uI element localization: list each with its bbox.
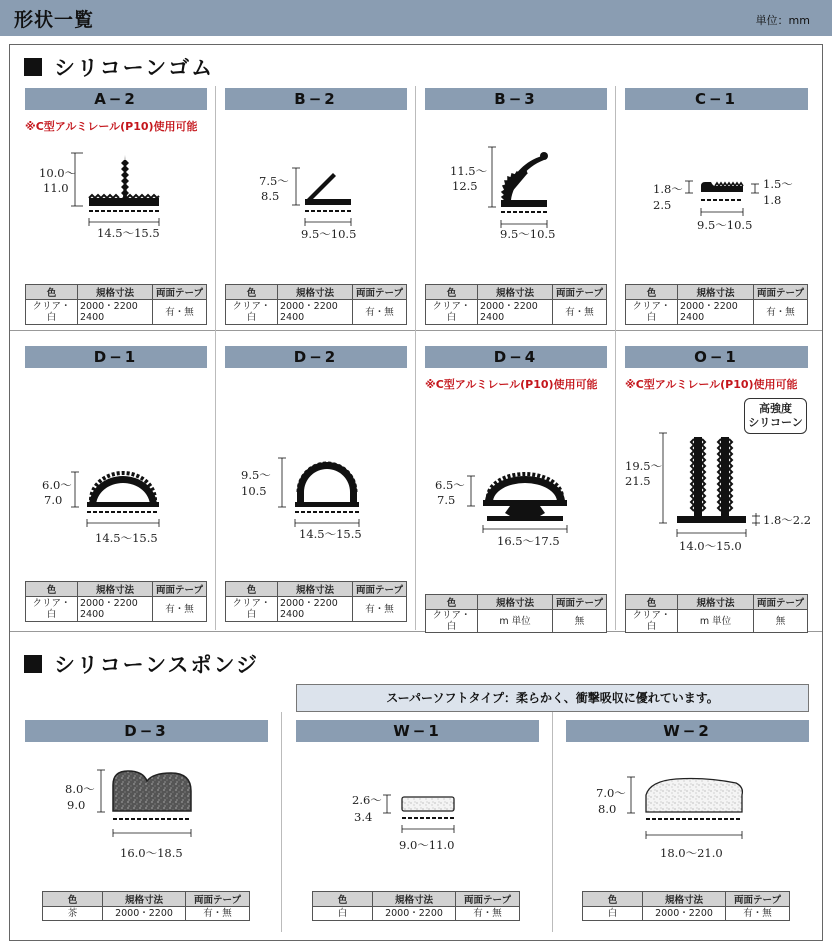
th-size: 規格寸法 [643,892,726,907]
th-color: 色 [26,582,78,597]
product-code: W−1 [296,720,539,742]
height-label: 3.4 [354,810,373,824]
height-label: 6.5～ [435,478,465,492]
cell-size: 2000・2200 [480,301,538,312]
profile-shape [402,797,454,818]
spec-table [312,891,520,921]
height-label: 11.0 [43,181,69,195]
col-divider [552,712,553,932]
product-code: B−3 [425,88,607,110]
th-tape: 両面テープ [456,892,520,907]
spec-table [25,581,207,622]
width-label: 9.5～10.5 [301,227,357,241]
profile-d4 [425,440,607,560]
col-divider [281,712,282,932]
th-tape: 両面テープ [153,285,207,300]
cell-size: m 単位 [678,610,754,633]
section-title-rubber: シリコーンゴム [24,52,214,82]
height-label: 11.5～ [450,164,488,178]
height-label: 2.5 [653,198,672,212]
cell-size: 2000・2200 [680,301,738,312]
cell-color: クリア・白 [26,597,78,622]
th-size: 規格寸法 [278,582,353,597]
cell-color: クリア・白 [426,610,478,633]
height-label-2: 1.5～ [763,177,793,191]
section-title-sponge: シリコーンスポンジ [24,649,259,679]
height-label-2: 1.8 [763,193,782,207]
th-color: 色 [43,892,103,907]
col-divider [615,86,616,630]
cell-color: クリア・白 [226,300,278,325]
th-tape: 両面テープ [553,595,607,610]
product-code: C−1 [625,88,808,110]
th-color: 色 [26,285,78,300]
th-size: 規格寸法 [78,582,153,597]
product-code: D−4 [425,346,607,368]
product-code: O−1 [625,346,808,368]
spec-table [42,891,250,921]
page-title: 形状一覧 [14,9,95,31]
rail-note: ※C型アルミレール(P10)使用可能 [625,378,798,391]
height-label: 7.0～ [596,786,626,800]
spec-table [25,284,207,325]
profile-w1 [296,765,539,870]
cell-tape: 有・無 [553,300,607,325]
spec-table [225,581,407,622]
cell-size: 2400 [480,312,505,323]
spec-table [425,284,607,325]
width-label: 14.5～15.5 [95,531,158,545]
th-color: 色 [426,595,478,610]
th-color: 色 [226,285,278,300]
profile-o1 [625,425,812,560]
base-height-label: 1.8～2.2 [763,513,812,527]
profile-shape [295,462,359,512]
height-label: 7.0 [44,493,63,507]
th-color: 色 [583,892,643,907]
cell-color: クリア・白 [226,597,278,622]
th-size: 規格寸法 [103,892,186,907]
th-tape: 両面テープ [186,892,250,907]
header-bar [0,0,832,36]
profile-shape [501,152,548,212]
product-code: D−1 [25,346,207,368]
height-label: 8.0 [598,802,617,816]
cell-tape: 無 [553,610,607,633]
cell-size: 2000・2200 [280,598,338,609]
spec-table [582,891,790,921]
profile-shape [305,173,351,211]
profile-c1 [625,140,808,250]
profile-d2 [225,440,407,550]
height-label: 10.5 [241,484,267,498]
th-size: 規格寸法 [478,285,553,300]
cell-size: 2000・2200 [103,907,186,921]
th-size: 規格寸法 [678,595,754,610]
cell-color: クリア・白 [626,610,678,633]
square-bullet-icon [24,655,42,673]
high-strength-badge: 高強度 シリコーン [744,398,807,434]
cell-size: 2400 [280,609,305,620]
height-label: 1.8～ [653,182,683,196]
cell-size: 2000・2200 [373,907,456,921]
th-tape: 両面テープ [754,595,808,610]
cell-size: 2400 [680,312,705,323]
th-size: 規格寸法 [678,285,754,300]
unit-label: 単位：mm [755,14,810,27]
profile-shape [89,155,159,211]
th-tape: 両面テープ [353,582,407,597]
cell-color: クリア・白 [426,300,478,325]
width-label: 18.0～21.0 [660,846,723,860]
height-label: 19.5～ [625,459,663,473]
width-label: 14.5～15.5 [299,527,362,541]
height-label: 2.6～ [352,793,382,807]
width-label: 14.5～15.5 [97,226,160,240]
cell-size: 2000・2200 [80,301,138,312]
profile-d1 [25,440,207,550]
profile-b2 [225,140,407,250]
col-divider [215,86,216,630]
th-size: 規格寸法 [478,595,553,610]
row-divider [10,330,822,331]
profile-shape [113,771,191,819]
profile-shape [701,182,743,200]
profile-shape [483,474,567,521]
spec-table [625,594,808,633]
width-label: 16.0～18.5 [120,846,183,860]
th-tape: 両面テープ [553,285,607,300]
spec-table [225,284,407,325]
cell-tape: 有・無 [456,907,520,921]
width-label: 9.5～10.5 [500,227,556,241]
cell-tape: 有・無 [353,597,407,622]
width-label: 14.0～15.0 [679,539,742,553]
height-label: 6.0～ [42,478,72,492]
cell-tape: 有・無 [153,597,207,622]
th-color: 色 [626,595,678,610]
width-label: 16.5～17.5 [497,534,560,548]
cell-size: 2000・2200 [80,598,138,609]
th-tape: 両面テープ [754,285,808,300]
profile-a2 [25,140,207,250]
square-bullet-icon [24,58,42,76]
height-label: 10.0～ [39,166,77,180]
width-label: 9.0～11.0 [399,838,455,852]
profile-shape [87,473,159,512]
th-color: 色 [626,285,678,300]
cell-size: 2400 [280,312,305,323]
th-color: 色 [313,892,373,907]
th-size: 規格寸法 [373,892,456,907]
product-code: A−2 [25,88,207,110]
cell-tape: 有・無 [353,300,407,325]
cell-color: 白 [313,907,373,921]
profile-w2 [566,765,809,870]
height-label: 7.5 [437,493,456,507]
height-label: 8.5 [261,189,280,203]
cell-size: 2000・2200 [280,301,338,312]
product-code: W−2 [566,720,809,742]
cell-tape: 有・無 [153,300,207,325]
super-soft-banner: スーパーソフトタイプ：柔らかく、衝撃吸収に優れています。 [296,684,809,712]
product-code: D−3 [25,720,268,742]
product-code: B−2 [225,88,407,110]
cell-size: m 単位 [478,610,553,633]
cell-color: 白 [583,907,643,921]
cell-tape: 有・無 [754,300,808,325]
height-label: 9.0 [67,798,86,812]
cell-tape: 有・無 [186,907,250,921]
product-code: D−2 [225,346,407,368]
col-divider [415,86,416,630]
height-label: 8.0～ [65,782,95,796]
cell-size: 2400 [80,609,105,620]
rail-note: ※C型アルミレール(P10)使用可能 [425,378,598,391]
cell-size: 2400 [80,312,105,323]
th-color: 色 [426,285,478,300]
height-label: 7.5～ [259,174,289,188]
rail-note: ※C型アルミレール(P10)使用可能 [25,120,198,133]
height-label: 12.5 [452,179,478,193]
th-size: 規格寸法 [78,285,153,300]
th-color: 色 [226,582,278,597]
cell-color: クリア・白 [626,300,678,325]
th-tape: 両面テープ [726,892,790,907]
th-tape: 両面テープ [353,285,407,300]
profile-b3 [425,140,607,250]
spec-table [425,594,607,633]
spec-table [625,284,808,325]
width-label: 9.5～10.5 [697,218,753,232]
height-label: 21.5 [625,474,651,488]
cell-color: クリア・白 [26,300,78,325]
profile-d3 [25,765,268,870]
cell-tape: 有・無 [726,907,790,921]
cell-color: 茶 [43,907,103,921]
profile-shape [646,779,742,820]
th-tape: 両面テープ [153,582,207,597]
cell-size: 2000・2200 [643,907,726,921]
th-size: 規格寸法 [278,285,353,300]
profile-shape [677,437,746,523]
cell-tape: 無 [754,610,808,633]
height-label: 9.5～ [241,468,271,482]
